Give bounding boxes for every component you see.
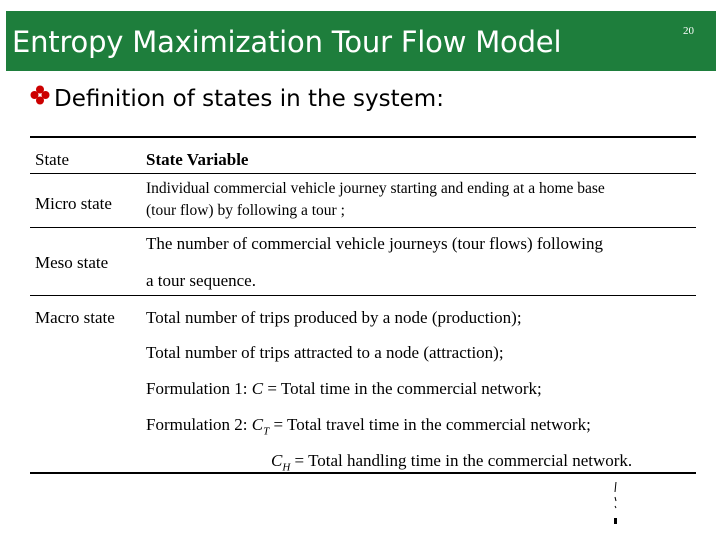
meso-state-var-line2: a tour sequence. [146, 271, 256, 290]
formulation-2-prefix: Formulation 2: [146, 415, 252, 434]
formulation-3-variable: C [271, 451, 283, 470]
formulation-2-subscript: T [263, 425, 270, 438]
decorative-marks [612, 480, 620, 530]
slide-title: Entropy Maximization Tour Flow Model [12, 25, 562, 59]
micro-state-var-line2: (tour flow) by following a tour ; [146, 202, 345, 219]
micro-state-label: Micro state [35, 194, 112, 213]
table-header-rule [30, 173, 696, 174]
formulation-1-text: = Total time in the commercial network; [263, 379, 542, 398]
formulation-3-subscript: H [282, 461, 291, 474]
table-top-rule [30, 136, 696, 138]
meso-state-var-line1: The number of commercial vehicle journeys (tour flows) following [146, 234, 603, 253]
slide-number: 20 [683, 25, 694, 37]
formulation-3-text: = Total handling time in the commercial network. [290, 451, 633, 470]
table-micro-rule [30, 227, 696, 228]
macro-formulation-2-handling [271, 451, 632, 477]
bullet-text: Definition of states in the system: [54, 86, 444, 112]
macro-state-label: Macro state [35, 308, 115, 327]
meso-state-label: Meso state [35, 253, 109, 272]
header-state: State [35, 150, 69, 169]
macro-state-var-line1: Total number of trips produced by a node (production); [146, 308, 522, 327]
formulation-2-variable: C [251, 415, 264, 434]
macro-state-var-line2: Total number of trips attracted to a node (attraction); [146, 343, 504, 362]
micro-state-var-line1: Individual commercial vehicle journey starting and ending at a home base [146, 180, 605, 197]
diamond-bullet-icon [30, 85, 50, 111]
title-bar [6, 11, 716, 71]
table-meso-rule [30, 295, 696, 296]
header-state-variable: State Variable [146, 150, 249, 169]
formulation-1-prefix: Formulation 1: [146, 379, 252, 398]
macro-formulation-1 [146, 379, 542, 399]
macro-formulation-2 [146, 415, 591, 441]
formulation-1-variable: C [251, 379, 264, 398]
formulation-2-text: = Total travel time in the commercial network; [269, 415, 591, 434]
bullet-heading [30, 86, 444, 113]
